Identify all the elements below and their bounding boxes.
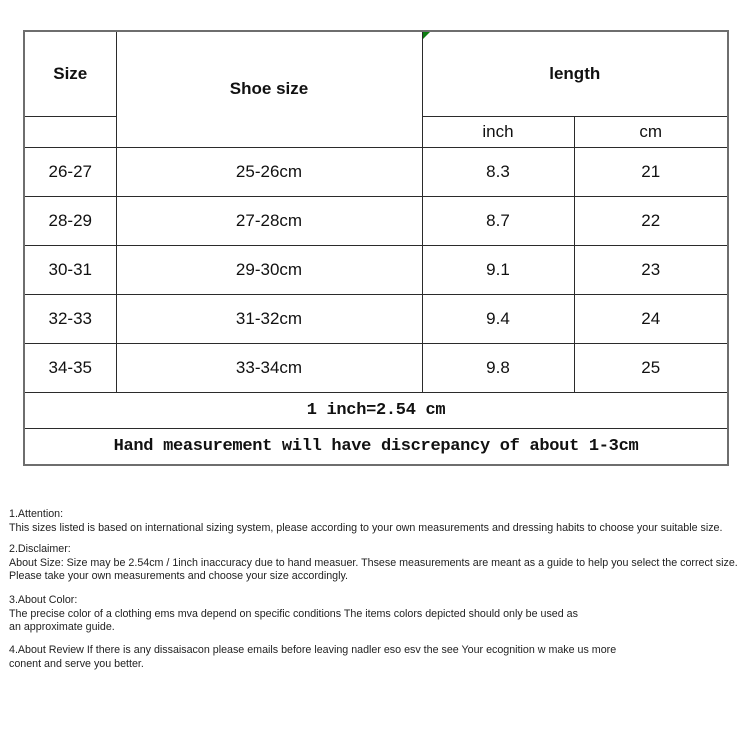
notes-section: [9, 0, 750, 750]
note-title: 3.About Color:: [9, 594, 78, 606]
cell-size: 34-35: [24, 343, 116, 392]
note-title: 2.Disclaimer:: [9, 543, 71, 555]
cell-size: 28-29: [24, 196, 116, 245]
footnote-inch-conversion: 1 inch=2.54 cm: [24, 392, 728, 428]
cell-size: 32-33: [24, 294, 116, 343]
cell-cm: 24: [574, 294, 728, 343]
note-line: 4.About Review If there is any dissaisacon please emails before leaving nadler eso esv the see Your ecognition w make us more: [9, 644, 617, 656]
cell-inch: 9.4: [422, 294, 574, 343]
cell-inch: 8.7: [422, 196, 574, 245]
cell-inch: 8.3: [422, 147, 574, 196]
cell-cm: 25: [574, 343, 728, 392]
cell-shoe-size: 29-30cm: [116, 245, 422, 294]
note-line: an approximate guide.: [9, 621, 115, 633]
note-about-color: [9, 594, 748, 635]
header-shoe-size: Shoe size: [116, 31, 422, 147]
cell-shoe-size: 33-34cm: [116, 343, 422, 392]
cell-shoe-size: 27-28cm: [116, 196, 422, 245]
note-about-review: [9, 644, 748, 671]
cell-cm: 21: [574, 147, 728, 196]
footnote-hand-measurement: Hand measurement will have discrepancy of about 1-3cm: [24, 428, 728, 465]
cell-size: 30-31: [24, 245, 116, 294]
cell-inch: 9.1: [422, 245, 574, 294]
note-disclaimer: [9, 543, 748, 584]
note-line: conent and serve you better.: [9, 657, 144, 670]
header-length-label: length: [549, 63, 601, 83]
note-line: Please take your own measurements and choose your size accordingly.: [9, 570, 349, 582]
cell-inch: 9.8: [422, 343, 574, 392]
cell-cm: 22: [574, 196, 728, 245]
cell-shoe-size: 25-26cm: [116, 147, 422, 196]
cell-size: 26-27: [24, 147, 116, 196]
note-line: The precise color of a clothing ems mva depend on specific conditions The items colors depicted should only be used as: [9, 607, 578, 620]
cell-cm: 23: [574, 245, 728, 294]
subheader-inch: inch: [422, 116, 574, 147]
note-line: This sizes listed is based on international sizing system, please according to your own measurements and dressing habits to choose your suitable size.: [9, 521, 723, 534]
header-size: Size: [24, 31, 116, 116]
note-attention: [9, 508, 748, 535]
cell-shoe-size: 31-32cm: [116, 294, 422, 343]
subheader-cm: cm: [574, 116, 728, 147]
note-line: About Size: Size may be 2.54cm / 1inch inaccuracy due to hand measuer. Thsese measurements are meant as a guide to help you select the correct size.: [9, 556, 738, 569]
note-title: 1.Attention:: [9, 508, 64, 520]
